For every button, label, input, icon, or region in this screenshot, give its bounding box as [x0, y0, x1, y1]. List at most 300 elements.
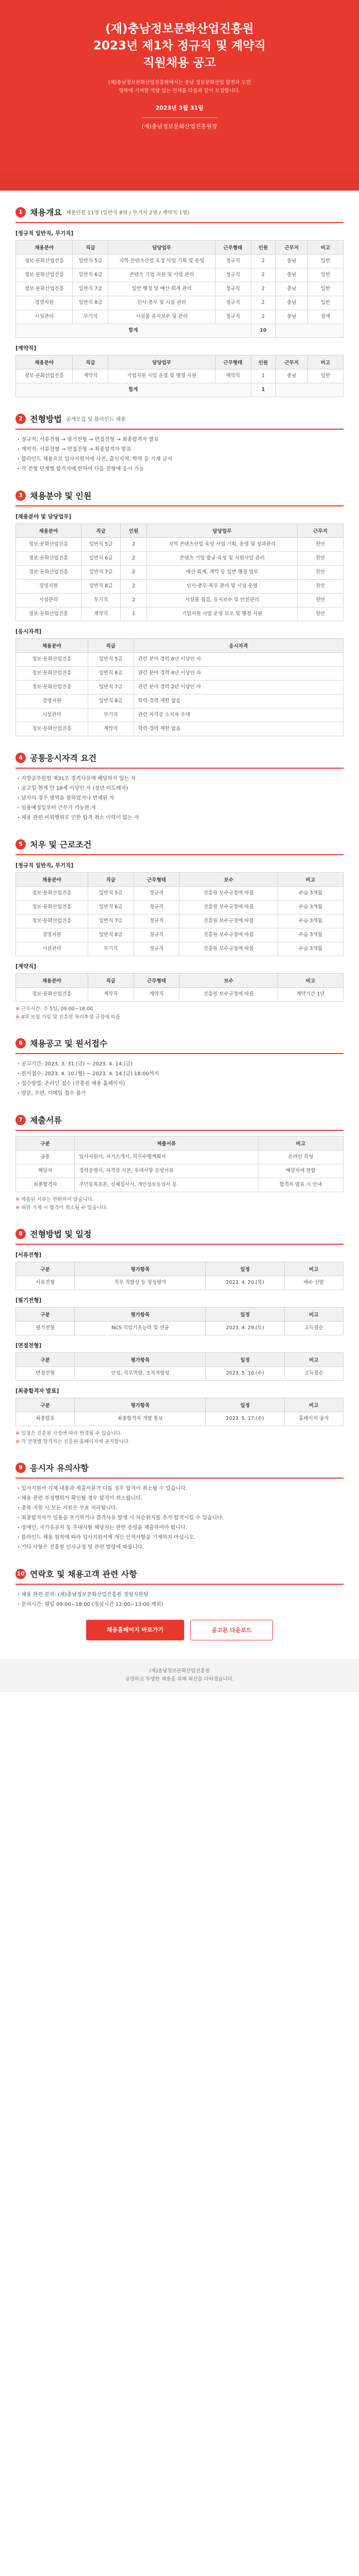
list-item: · 임용예정일부터 근무가 가능한 자 [18, 803, 344, 813]
table-row [16, 282, 344, 296]
column-header: 채용분야 [16, 241, 73, 255]
table-row [16, 988, 344, 1002]
table-cell: 시설물 유지보수 및 관리 [108, 310, 215, 324]
section-title: 4 공통응시자격 요건 [15, 752, 344, 769]
table-cell: 충남 [275, 310, 307, 324]
conditions-notes [15, 1005, 344, 1022]
table-row [16, 369, 344, 383]
table-cell: 무기직 [88, 942, 134, 956]
table-cell: 천안 [298, 580, 344, 594]
column-header: 인원 [251, 241, 275, 255]
table-header-row [16, 1353, 344, 1367]
table-cell: 필기전형 [16, 1321, 75, 1335]
table-row [16, 268, 344, 282]
table-cell: 수습 3개월 [278, 928, 343, 942]
qualifications-table [15, 638, 344, 736]
table-cell: 경영지원 [16, 296, 73, 310]
table-cell: 계약직 [73, 369, 108, 383]
table-caption: [최종합격자 발표] [15, 1388, 59, 1394]
schedule-table-interview [15, 1352, 344, 1381]
table-row [16, 296, 344, 310]
table-cell: 정보·문화산업진흥 [16, 282, 73, 296]
table-cell: 진흥원 보수규정에 따름 [180, 942, 278, 956]
table-cell: 정규직 [215, 296, 251, 310]
table-cell: 2023. 4. 29.(토) [206, 1321, 284, 1335]
precautions-list [15, 1484, 344, 1552]
table-cell: 최종발표 [16, 1412, 75, 1426]
table-cell: 2 [251, 296, 275, 310]
table-cell: 최종합격자 [16, 1178, 75, 1192]
column-header: 근무형태 [134, 873, 180, 887]
list-item: · 블라인드 채용으로 입사지원서에 사진, 출신지역, 학력 등 기재 금지 [18, 454, 344, 464]
table-header-row [16, 974, 344, 988]
table-cell: 학력·경력 제한 없음 [134, 694, 343, 708]
table-cell: 지역 콘텐츠산업 육성 사업 기획 및 운영 [108, 255, 215, 268]
list-item: · 방문, 우편, 이메일 접수 불가 [18, 1089, 344, 1098]
table-total-row [16, 324, 344, 338]
column-header: 채용분야 [16, 355, 73, 369]
table-cell: 정규직 [134, 887, 180, 901]
table-cell: 공통 [16, 1150, 75, 1164]
section-number: 10 [15, 1569, 26, 1579]
table-cell: 시설관리 [16, 594, 81, 607]
table-caption: [면접전형] [15, 1343, 42, 1349]
table-cell: 2023. 5. 17.(수) [206, 1412, 284, 1426]
section-positions [15, 489, 344, 736]
table-cell: 2023. 5. 10.(수) [206, 1367, 284, 1381]
table-header-row [16, 639, 344, 653]
table-row [16, 901, 344, 914]
table-cell: 2 [251, 310, 275, 324]
table-cell: 일반 [307, 282, 343, 296]
column-header: 근무지 [275, 241, 307, 255]
table-caption: [정규직 일반직, 무기직] [15, 230, 74, 236]
column-header: 비고 [278, 974, 343, 988]
table-cell: 일반직 5급 [88, 653, 134, 667]
schedule-table-final [15, 1398, 344, 1426]
list-item: · 장애인, 국가유공자 등 우대사항 해당자는 관련 증빙을 제출하여야 합니다. [18, 1523, 344, 1533]
column-header: 인원 [121, 524, 147, 538]
table-cell: 일반 행정 및 예산·회계 관리 [108, 282, 215, 296]
table-header-row [16, 241, 344, 255]
section-number: 9 [15, 1463, 26, 1473]
table-cell: 면접전형 [16, 1367, 75, 1381]
table-cell: 정보·문화산업진흥 [16, 681, 88, 694]
table-cell: 천안 [298, 594, 344, 607]
section-number: 1 [15, 207, 26, 217]
section-documents [15, 1114, 344, 1212]
schedule-table-document [15, 1262, 344, 1290]
list-item: · 최종합격자가 임용을 포기하거나 결격사유 발생 시 차순위자를 추가 합격시킬 수 있습니다. [18, 1513, 344, 1523]
table-header-row [16, 873, 344, 887]
table-cell: 인사·총무 및 시설 관리 [108, 296, 215, 310]
column-header: 비고 [278, 873, 343, 887]
table-cell: 무기직 [88, 708, 134, 722]
table-cell: 진흥원 보수규정에 따름 [180, 914, 278, 928]
table-cell: 주민등록초본, 신체검사서, 개인정보동의서 등 [75, 1178, 258, 1192]
table-cell: 정규직 [134, 901, 180, 914]
section-number: 8 [15, 1229, 26, 1239]
notice-body [0, 206, 359, 1640]
documents-notes [15, 1196, 344, 1212]
table-row [16, 1412, 344, 1426]
list-item: · 공고기간: 2023. 3. 31.(금) ~ 2023. 4. 14.(금) [18, 1059, 344, 1069]
table-cell: 일반직 6급 [81, 552, 121, 566]
list-item: ※ 4대 보험 가입 및 진흥원 복리후생 규정에 따름 [15, 1013, 344, 1022]
table-cell: 일반직 6급 [88, 901, 134, 914]
table-cell: 시설물 점검, 유지보수 및 안전관리 [146, 594, 297, 607]
table-cell: 인사·총무·복무 관리 및 시설 운영 [146, 580, 297, 594]
column-header: 구분 [16, 1308, 75, 1321]
list-item: · 문의시간: 평일 09:00~18:00 (점심시간 12:00~13:00 제외) [18, 1600, 344, 1609]
column-header: 구분 [16, 1137, 75, 1150]
column-header: 직급 [81, 524, 121, 538]
table-header-row [16, 524, 344, 538]
table-cell: 2 [121, 580, 147, 594]
column-header: 직급 [88, 873, 134, 887]
table-row [16, 538, 344, 552]
table-cell: 시설관리 [16, 310, 73, 324]
list-item: ※ 각 전형별 합격자는 진흥원 홈페이지에 공지합니다. [15, 1438, 344, 1446]
section-application [15, 1037, 344, 1098]
column-header: 보수 [180, 873, 278, 887]
table-cell: 정보·문화산업진흥 [16, 268, 73, 282]
table-cell: 관련 분야 경력 4년 이상인 자 [134, 667, 343, 681]
section-number: 6 [15, 1038, 26, 1048]
table-cell: 일반 [307, 268, 343, 282]
table-cell: 해당자 [16, 1164, 75, 1178]
table-cell: 일반직 5급 [81, 538, 121, 552]
section-subtitle: 공개모집 및 블라인드 채용 [66, 417, 126, 422]
table-cell: 정보·문화산업진흥 [16, 607, 81, 621]
list-item: · 정규직: 서류전형 → 필기전형 → 면접전형 → 최종합격자 발표 [18, 435, 344, 445]
column-header: 근무형태 [215, 355, 251, 369]
table-header-row [16, 1398, 344, 1412]
table-cell: 계약기간 1년 [278, 988, 343, 1002]
table-cell: 배수 선발 [284, 1276, 343, 1290]
section-precautions [15, 1462, 344, 1552]
table-cell: 천안 [298, 538, 344, 552]
table-cell: 무기직 [81, 594, 121, 607]
schedule-notes [15, 1430, 344, 1446]
table-cell: 정보·문화산업진흥 [16, 901, 88, 914]
list-item: · 공고일 현재 만 18세 이상인 자 (정년 미도래자) [18, 784, 344, 793]
table-cell: 충남 [275, 296, 307, 310]
table-cell: 일반 [307, 255, 343, 268]
list-item: · 중복 지원 시 모든 지원은 무효 처리됩니다. [18, 1503, 344, 1513]
table-cell: 장애 [307, 310, 343, 324]
table-cell: 2023. 4. 20.(목) [206, 1276, 284, 1290]
table-total-row [16, 383, 344, 397]
column-header: 일정 [206, 1353, 284, 1367]
table-cell: 관련 자격증 소지자 우대 [134, 708, 343, 722]
table-caption: [계약직] [15, 963, 37, 970]
table-cell: 시설관리 [16, 942, 88, 956]
table-cell: 경력증명서, 자격증 사본, 우대사항 증빙서류 [75, 1164, 258, 1178]
list-item: · 입사지원서 기재 내용과 제출서류가 다를 경우 합격이 취소될 수 있습니다. [18, 1484, 344, 1494]
list-item: · 남자의 경우 병역을 필하였거나 면제된 자 [18, 793, 344, 803]
table-cell: 1 [121, 607, 147, 621]
table-cell: 정보·문화산업진흥 [16, 255, 73, 268]
column-header: 비고 [284, 1353, 343, 1367]
column-header: 일정 [206, 1308, 284, 1321]
table-header-row [16, 355, 344, 369]
positions-table [15, 523, 344, 621]
table-caption: [서류전형] [15, 1252, 42, 1258]
table-cell: 정보·문화산업진흥 [16, 369, 73, 383]
table-cell: 1 [251, 369, 275, 383]
recruit-homepage-button[interactable]: 채용홈페이지 바로가기 [86, 1620, 184, 1640]
table-cell: 정보·문화산업진흥 [16, 887, 88, 901]
table-row [16, 722, 344, 736]
table-cell: 수습 3개월 [278, 887, 343, 901]
table-cell: 천안 [298, 607, 344, 621]
total-label: 합계 [16, 383, 251, 397]
column-header: 직급 [73, 355, 108, 369]
table-header-row [16, 1137, 344, 1150]
table-cell: 경영지원 [16, 694, 88, 708]
table-cell: 인성, 직무역량, 조직적합성 [75, 1367, 206, 1381]
footer [0, 1659, 359, 1692]
table-cell: 일반직 8급 [88, 694, 134, 708]
table-cell: 고득점순 [284, 1321, 343, 1335]
table-cell: 정보·문화산업진흥 [16, 566, 81, 580]
section-process [15, 413, 344, 474]
column-header: 직급 [88, 639, 134, 653]
list-item: · 각 전형 단계별 합격자에 한하여 다음 전형에 응시 가능 [18, 464, 344, 474]
table-row [16, 566, 344, 580]
table-cell: 정규직 [215, 310, 251, 324]
table-cell: 정규직 [215, 268, 251, 282]
table-cell: 서류전형 [16, 1276, 75, 1290]
column-header: 근무형태 [134, 974, 180, 988]
table-row [16, 580, 344, 594]
conditions-table-contract [15, 973, 344, 1002]
column-header: 비고 [284, 1262, 343, 1276]
section-number: 5 [15, 839, 26, 850]
section-title: 7 제출서류 [15, 1114, 344, 1131]
table-caption: [채용분야 및 담당업무] [15, 514, 72, 520]
section-number: 4 [15, 753, 26, 763]
table-cell: 정보·문화산업진흥 [16, 552, 81, 566]
hero-banner [0, 0, 359, 191]
table-row [16, 607, 344, 621]
table-cell: 2 [121, 594, 147, 607]
column-header: 채용분야 [16, 524, 81, 538]
table-cell: 일반직 7급 [88, 681, 134, 694]
page-title: (재)충남정보문화산업진흥원 2023년 제1차 정규직 및 계약직 직원채용 공고 [93, 22, 266, 70]
table-cell: 진흥원 보수규정에 따름 [180, 928, 278, 942]
table-caption: [정규직 일반직, 무기직] [15, 862, 74, 869]
table-row [16, 1367, 344, 1381]
table-row [16, 1321, 344, 1335]
column-header: 평가항목 [75, 1308, 206, 1321]
table-cell: 일반직 7급 [88, 914, 134, 928]
table-cell: 최종합격자 개별 통보 [75, 1412, 206, 1426]
table-cell: 진흥원 보수규정에 따름 [180, 988, 278, 1002]
table-cell: 2 [121, 538, 147, 552]
table-cell: 지역 콘텐츠산업 육성 사업 기획, 운영 및 성과관리 [146, 538, 297, 552]
column-header: 근무지 [275, 355, 307, 369]
table-cell: 천안 [298, 566, 344, 580]
section-number: 2 [15, 414, 26, 424]
table-cell: 정규직 [134, 942, 180, 956]
documents-table [15, 1136, 344, 1192]
table-cell: 일반직 8급 [73, 296, 108, 310]
list-item: · 지방공무원법 제31조 결격사유에 해당하지 않는 자 [18, 774, 344, 784]
list-item: ※ 제출된 서류는 반환하지 않습니다. [15, 1196, 344, 1204]
table-cell: 정보·문화산업진흥 [16, 914, 88, 928]
table-cell: NCS 직업기초능력 및 전공 [75, 1321, 206, 1335]
table-cell: 일반 [307, 369, 343, 383]
table-cell: 계약직 [88, 988, 134, 1002]
table-cell: 충남 [275, 268, 307, 282]
table-cell: 정규직 [215, 255, 251, 268]
overview-table-contract [15, 355, 344, 397]
section-title: 8 전형방법 및 일정 [15, 1228, 344, 1245]
table-cell: 일반직 5급 [73, 255, 108, 268]
column-header: 담당업무 [108, 355, 215, 369]
table-cell: 일반직 7급 [81, 566, 121, 580]
table-cell: 진흥원 보수규정에 따름 [180, 887, 278, 901]
table-cell: 정보·문화산업진흥 [16, 988, 88, 1002]
cta-row [15, 1620, 344, 1640]
table-cell: 기업지원 사업 운영 보조 및 행정 지원 [146, 607, 297, 621]
table-header-row [16, 1308, 344, 1321]
section-title: 1 채용개요 채용인원 11명 (일반직 8명 / 무기직 2명 / 계약직 1명) [15, 206, 344, 223]
section-schedule [15, 1228, 344, 1446]
table-row [16, 694, 344, 708]
table-cell: 일반직 8급 [81, 580, 121, 594]
column-header: 근무형태 [215, 241, 251, 255]
column-header: 구분 [16, 1353, 75, 1367]
section-conditions [15, 838, 344, 1022]
table-cell: 2 [251, 255, 275, 268]
column-header: 보수 [180, 974, 278, 988]
table-cell: 관련 분야 경력 2년 이상인 자 [134, 681, 343, 694]
section-contact [15, 1568, 344, 1640]
table-cell: 정보·문화산업진흥 [16, 722, 88, 736]
section-title: 2 전형방법 공개모집 및 블라인드 채용 [15, 413, 344, 430]
column-header: 평가항목 [75, 1398, 206, 1412]
total-label: 합계 [16, 324, 251, 338]
column-header: 근무지 [298, 524, 344, 538]
table-cell: 계약직 [81, 607, 121, 621]
table-cell: 고득점순 [284, 1367, 343, 1381]
table-row [16, 1150, 344, 1164]
overview-table-regular [15, 240, 344, 338]
table-cell: 계약직 [134, 988, 180, 1002]
table-row [16, 594, 344, 607]
table-cell: 일반직 6급 [88, 667, 134, 681]
table-row [16, 1276, 344, 1290]
table-cell: 일반직 6급 [73, 268, 108, 282]
column-header: 비고 [307, 355, 343, 369]
table-cell: 정보·문화산업진흥 [16, 538, 81, 552]
section-number: 7 [15, 1115, 26, 1125]
table-cell: 무기직 [73, 310, 108, 324]
section-subtitle: 채용인원 11명 (일반직 8명 / 무기직 2명 / 계약직 1명) [66, 210, 190, 216]
application-list [15, 1059, 344, 1098]
table-cell: 일반직 7급 [73, 282, 108, 296]
section-title: 9 응시자 유의사항 [15, 1462, 344, 1479]
section-title: 3 채용분야 및 인원 [15, 489, 344, 506]
table-cell: 콘텐츠 기업 지원 및 사업 관리 [108, 268, 215, 282]
column-header: 일정 [206, 1262, 284, 1276]
table-caption: [응시자격] [15, 629, 42, 635]
column-header: 담당업무 [108, 241, 215, 255]
table-row [16, 708, 344, 722]
table-row [16, 1178, 344, 1192]
table-cell: 직무 적합성 등 정성평가 [75, 1276, 206, 1290]
table-cell: 충남 [275, 369, 307, 383]
table-cell [275, 324, 343, 338]
column-header: 일정 [206, 1398, 284, 1412]
column-header: 제출서류 [75, 1137, 258, 1150]
section-title: 5 처우 및 근로조건 [15, 838, 344, 855]
table-cell: 수습 3개월 [278, 901, 343, 914]
table-cell: 홈페이지 공지 [284, 1412, 343, 1426]
list-item: · 블라인드 채용 원칙에 따라 입사지원서에 개인 인적사항을 기재하지 마십시오. [18, 1533, 344, 1543]
table-cell: 콘텐츠 기업 발굴·육성 및 지원사업 관리 [146, 552, 297, 566]
table-cell: 경영지원 [16, 928, 88, 942]
hero-organization: (재)충남정보문화산업진흥원장 [142, 117, 218, 130]
table-cell: 수습 3개월 [278, 914, 343, 928]
column-header: 구분 [16, 1398, 75, 1412]
table-cell: 학력·경력 제한 없음 [134, 722, 343, 736]
table-cell: 2 [121, 552, 147, 566]
total-count: 1 [251, 383, 275, 397]
hero-intro: (재)충남정보문화산업진흥원에서는 충남 정보문화산업 발전과 도민 행복에 기여할 역량 있는 인재를 다음과 같이 모집합니다. [108, 80, 251, 94]
table-cell: 계약직 [215, 369, 251, 383]
table-cell: 2 [251, 268, 275, 282]
table-row [16, 255, 344, 268]
column-header: 담당업무 [146, 524, 297, 538]
list-item: ※ 근무시간: 주 5일, 09:00~18:00 [15, 1005, 344, 1013]
table-row [16, 681, 344, 694]
table-row [16, 310, 344, 324]
table-cell: 합격자 발표 시 안내 [258, 1178, 343, 1192]
table-row [16, 653, 344, 667]
table-caption: [필기전형] [15, 1297, 42, 1303]
contact-list [15, 1590, 344, 1609]
list-item: · 계약직: 서류전형 → 면접전형 → 최종합격자 발표 [18, 445, 344, 454]
table-cell: 계약직 [88, 722, 134, 736]
table-cell: 입사지원서, 자기소개서, 직무수행계획서 [75, 1150, 258, 1164]
table-cell: 일반직 8급 [88, 928, 134, 942]
table-cell: 정보·문화산업진흥 [16, 653, 88, 667]
column-header: 평가항목 [75, 1353, 206, 1367]
table-cell: 예산·회계, 계약 등 일반 행정 업무 [146, 566, 297, 580]
table-cell: 정규직 [134, 928, 180, 942]
table-cell: 진흥원 보수규정에 따름 [180, 901, 278, 914]
schedule-table-written [15, 1307, 344, 1335]
table-cell: 경영지원 [16, 580, 81, 594]
section-overview [15, 206, 344, 397]
table-cell: 2 [121, 566, 147, 580]
table-cell: 기업지원 사업 운영 및 행정 지원 [108, 369, 215, 383]
download-notice-button[interactable]: 공고문 다운로드 [190, 1620, 273, 1640]
table-cell: 정보·문화산업진흥 [16, 667, 88, 681]
table-caption: [계약직] [15, 345, 37, 351]
section-title: 10 연락호 및 채용고객 관련 사항 [15, 1568, 344, 1585]
column-header: 비고 [284, 1398, 343, 1412]
table-cell: 관련 분야 경력 6년 이상인 자 [134, 653, 343, 667]
table-cell: 충남 [275, 255, 307, 268]
section-common-requirements [15, 752, 344, 823]
list-item: ※ 일정은 진흥원 사정에 따라 변경될 수 있습니다. [15, 1430, 344, 1438]
column-header: 직급 [88, 974, 134, 988]
